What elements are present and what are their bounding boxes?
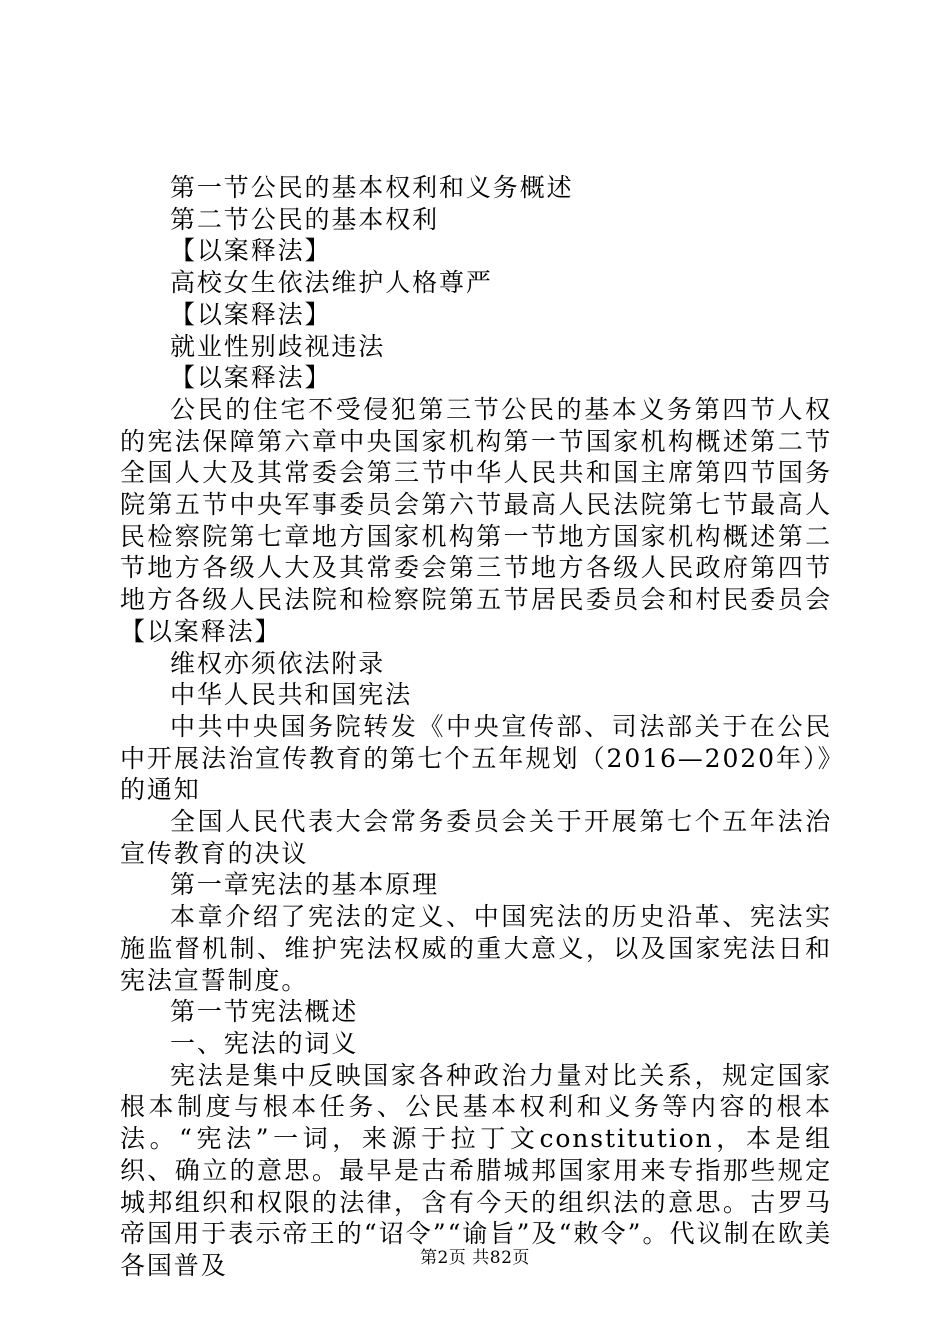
page-number-footer: 第2页 共82页 bbox=[420, 1248, 530, 1268]
paragraph: 全国人民代表大会常务委员会关于开展第七个五年法治宣传教育的决议 bbox=[120, 807, 832, 868]
paragraph: 维权亦须依法附录 bbox=[170, 648, 386, 678]
paragraph: 【以案释法】 bbox=[170, 299, 332, 329]
paragraph: 高校女生依法维护人格尊严 bbox=[170, 268, 493, 298]
document-body bbox=[120, 172, 832, 1282]
paragraph: 第一节公民的基本权利和义务概述 bbox=[170, 173, 574, 202]
paragraph: 【以案释法】 bbox=[170, 236, 332, 266]
paragraph: 公民的住宅不受侵犯第三节公民的基本义务第四节人权的宪法保障第六章中央国家机构第一节国家机构概述第二节全国人大及其常委会第三节中华人民共和国主席第四节国务院第五节中央军事委员会第六节最高人民法院第七节最高人民检察院第七章地方国家机构第一节地方国家机构概述第二节地方各级人大及其常委会第三节地方各级人民政府第四节地方各级人民法院和检察院第五节居民委员会和村民委员会【以案释法】 bbox=[120, 394, 832, 646]
paragraph: 宪法是集中反映国家各种政治力量对比关系，规定国家根本制度与根本任务、公民基本权利和义务等内容的根本法。“宪法”一词，来源于拉丁文constitution，本是组织、确立的意思。最早是古希腊城邦国家用来专指那些规定城邦组织和权限的法律，含有今天的组织法的意思。古罗马帝国用于表示帝王的“诏令”“谕旨”及“敕令”。代议制在欧美各国普及 bbox=[120, 1060, 832, 1280]
paragraph: 就业性别歧视违法 bbox=[170, 331, 386, 361]
paragraph: 第二节公民的基本权利 bbox=[170, 204, 440, 234]
paragraph: 【以案释法】 bbox=[170, 363, 332, 393]
paragraph: 第一章宪法的基本原理 bbox=[170, 870, 440, 900]
paragraph: 本章介绍了宪法的定义、中国宪法的历史沿革、宪法实施监督机制、维护宪法权威的重大意义，以及国家宪法日和宪法宣誓制度。 bbox=[120, 902, 832, 995]
paragraph: 第一节宪法概述 bbox=[170, 997, 359, 1027]
paragraph: 一、宪法的词义 bbox=[170, 1028, 359, 1058]
paragraph: 中华人民共和国宪法 bbox=[170, 680, 413, 710]
paragraph: 中共中央国务院转发《中央宣传部、司法部关于在公民中开展法治宣传教育的第七个五年规划（2016—2020年）》的通知 bbox=[120, 711, 832, 805]
